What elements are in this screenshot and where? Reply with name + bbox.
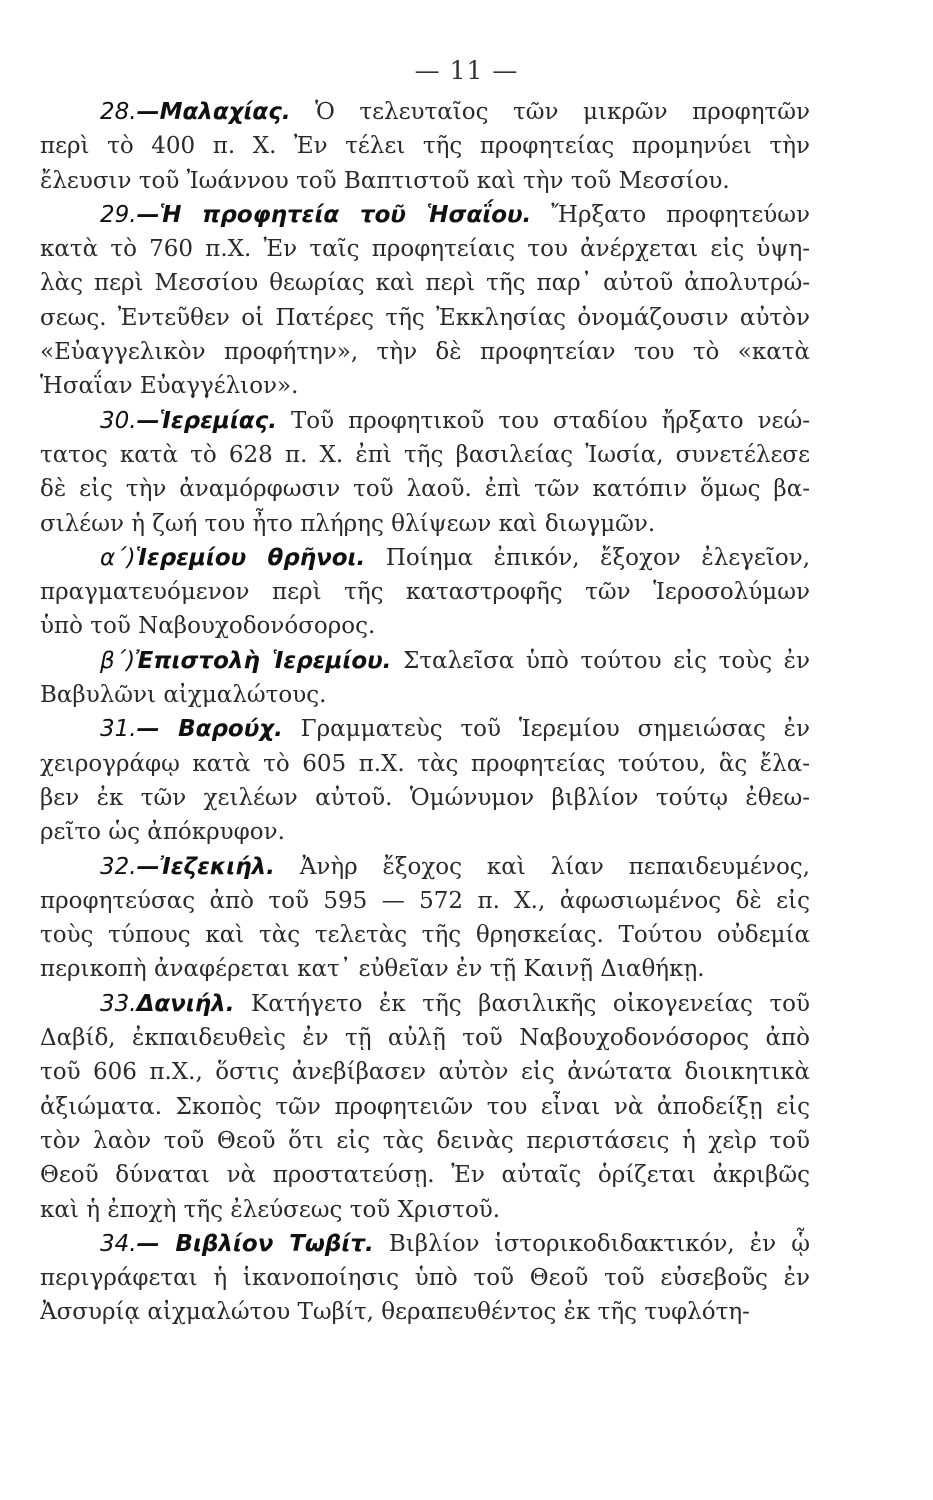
text-line xyxy=(40,747,810,781)
line-text: Ποίημα ἐπικόν, ἔξοχον ἐλεγεῖον, xyxy=(385,544,810,571)
line-text: ἔλευσιν τοῦ Ἰωάννου τοῦ Βαπτιστοῦ καὶ τὴν τοῦ Μεσσίου. xyxy=(40,167,730,194)
section-title: —Ἱερεμίας. xyxy=(136,407,277,434)
line-text: προφητεύσας ἀπὸ τοῦ 595 — 572 π. Χ., ἀφωσιωμένος δὲ εἰς xyxy=(40,887,810,914)
text-line xyxy=(40,232,810,266)
text-line xyxy=(40,884,810,918)
line-text: δὲ εἰς τὴν ἀναμόρφωσιν τοῦ λαοῦ. ἐπὶ τῶν κατόπιν ὅμως βα- xyxy=(40,476,810,503)
line-text: τοὺς τύπους καὶ τὰς τελετὰς τῆς θρησκείας. Τούτου οὐδεμία xyxy=(40,922,810,949)
line-text: Ὁ τελευταῖος τῶν μικρῶν προφητῶν xyxy=(315,99,810,125)
line-text: Βαβυλῶνι αἰχμαλώτους. xyxy=(40,682,327,709)
line-text: Σταλεῖσα ὑπὸ τούτου εἰς τοὺς ἐν xyxy=(403,647,810,674)
text-line xyxy=(40,952,810,986)
section-title: Ἐπιστολὴ Ἱερεμίου. xyxy=(135,647,392,674)
text-line xyxy=(40,815,810,849)
line-text: σεως. Ἐντεῦθεν οἱ Πατέρες τῆς Ἐκκλησίας ὀνομάζουσιν αὐτὸν xyxy=(40,304,810,331)
line-text: ρεῖτο ὡς ἀπόκρυφον. xyxy=(40,819,285,846)
text-line xyxy=(40,507,810,541)
text-line xyxy=(40,1193,810,1227)
line-text: Βιβλίον ἱστορικοδιδακτικόν, ἐν ᾧ xyxy=(388,1230,810,1257)
line-text: «Εὐαγγελικὸν προφήτην», τὴν δὲ προφητείαν του τὸ «κατὰ xyxy=(40,339,810,366)
line-text: ὑπὸ τοῦ Ναβουχοδονόσορος. xyxy=(40,613,376,640)
line-text: σιλέων ἡ ζωή του ἦτο πλήρης θλίψεων καὶ διωγμῶν. xyxy=(40,510,656,537)
line-text: χειρογράφῳ κατὰ τὸ 605 π.Χ. τὰς προφητείας τούτου, ἃς ἔλα- xyxy=(40,750,810,777)
section-heading-line xyxy=(40,644,810,678)
section-heading-line xyxy=(40,95,810,129)
text-line xyxy=(40,781,810,815)
line-text: Ἤρξατο προφητεύων xyxy=(551,201,810,228)
section-title: Ἱερεμίου θρῆνοι. xyxy=(135,544,366,571)
text-line xyxy=(40,1055,810,1089)
text-line xyxy=(40,918,810,952)
body-text xyxy=(40,95,810,1330)
text-line xyxy=(40,1021,810,1055)
text-line xyxy=(40,1261,810,1295)
section-title: —Μαλαχίας. xyxy=(136,99,291,125)
line-text: βεν ἐκ τῶν χειλέων αὐτοῦ. Ὁμώνυμον βιβλίον τούτῳ ἐθεω- xyxy=(40,784,810,811)
line-text: Γραμματεὺς τοῦ Ἱερεμίου σημειώσας ἐν xyxy=(300,716,810,743)
text-line xyxy=(40,1124,810,1158)
text-line xyxy=(40,1295,810,1329)
text-line xyxy=(40,129,810,163)
section-heading-line xyxy=(40,198,810,232)
text-line xyxy=(40,369,810,403)
section-heading-line xyxy=(40,987,810,1021)
line-text: ἀξιώματα. Σκοπὸς τῶν προφητειῶν του εἶναι νὰ ἀποδείξῃ εἰς xyxy=(40,1093,810,1120)
section-number: β΄) xyxy=(100,647,136,674)
section-number: 28. xyxy=(100,99,137,125)
section-title: — Βαρούχ. xyxy=(136,716,283,743)
line-text: τατος κατὰ τὸ 628 π. Χ. ἐπὶ τῆς βασιλείας Ἰωσία, συνετέλεσε xyxy=(40,441,810,468)
section-title: Δανιήλ. xyxy=(136,990,235,1017)
line-text: περικοπὴ ἀναφέρεται κατ᾽ εὐθεῖαν ἐν τῇ Καινῇ Διαθήκῃ. xyxy=(40,956,705,983)
line-text: πραγματευόμενον περὶ τῆς καταστροφῆς τῶν Ἱεροσολύμων xyxy=(40,579,810,606)
line-text: τὸν λαὸν τοῦ Θεοῦ ὅτι εἰς τὰς δεινὰς περιστάσεις ἡ χεὶρ τοῦ xyxy=(40,1127,810,1154)
section-heading-line xyxy=(40,850,810,884)
text-line xyxy=(40,575,810,609)
text-line xyxy=(40,472,810,506)
line-text: περιγράφεται ἡ ἱκανοποίησις ὑπὸ τοῦ Θεοῦ τοῦ εὐσεβοῦς ἐν xyxy=(40,1265,810,1292)
text-line xyxy=(40,438,810,472)
line-text: Τοῦ προφητικοῦ του σταδίου ἤρξατο νεώ- xyxy=(290,407,810,434)
line-text: καὶ ἡ ἐποχὴ τῆς ἐλεύσεως τοῦ Χριστοῦ. xyxy=(40,1196,501,1223)
section-heading-line xyxy=(40,1227,810,1261)
line-text: περὶ τὸ 400 π. Χ. Ἐν τέλει τῆς προφητείας προμηνύει τὴν xyxy=(40,133,810,160)
text-line xyxy=(40,1158,810,1192)
section-title: —Ἡ προφητεία τοῦ Ἡσαΐου. xyxy=(136,201,532,228)
line-text: Θεοῦ δύναται νὰ προστατεύσῃ. Ἐν αὐταῖς ὁρίζεται ἀκριβῶς xyxy=(40,1162,810,1189)
section-number: α΄) xyxy=(100,544,136,571)
line-text: Δαβίδ, ἐκπαιδευθεὶς ἐν τῇ αὐλῇ τοῦ Ναβουχοδονόσορος ἀπὸ xyxy=(40,1025,810,1052)
text-line xyxy=(40,335,810,369)
text-line xyxy=(40,609,810,643)
line-text: Ἡσαΐαν Εὐαγγέλιον». xyxy=(40,373,299,400)
line-text: λὰς περὶ Μεσσίου θεωρίας καὶ περὶ τῆς παρ᾽ αὐτοῦ ἀπολυτρώ- xyxy=(40,270,810,297)
line-text: Ἀσσυρίᾳ αἰχμαλώτου Τωβίτ, θεραπευθέντος ἐκ τῆς τυφλότη- xyxy=(40,1299,750,1326)
section-number: 30. xyxy=(100,407,137,434)
line-text: Κατήγετο ἐκ τῆς βασιλικῆς οἰκογενείας τοῦ xyxy=(251,990,810,1017)
text-line xyxy=(40,1090,810,1124)
line-text: τοῦ 606 π.Χ., ὅστις ἀνεβίβασεν αὐτὸν εἰς ἀνώτατα διοικητικὰ xyxy=(40,1059,810,1086)
section-heading-line xyxy=(40,541,810,575)
section-heading-line xyxy=(40,712,810,746)
section-number: 32. xyxy=(100,853,137,880)
text-line xyxy=(40,266,810,300)
section-number: 34. xyxy=(100,1230,137,1257)
section-number: 33. xyxy=(100,990,137,1017)
line-text: κατὰ τὸ 760 π.Χ. Ἐν ταῖς προφητείαις του ἀνέρχεται εἰς ὑψη- xyxy=(40,236,810,263)
section-number: 29. xyxy=(100,201,137,228)
section-number: 31. xyxy=(100,716,137,743)
text-line xyxy=(40,678,810,712)
page-number: — 11 — xyxy=(414,56,519,85)
text-line xyxy=(40,164,810,198)
section-title: —Ἰεζεκιήλ. xyxy=(136,853,275,880)
section-heading-line xyxy=(40,404,810,438)
section-title: — Βιβλίον Τωβίτ. xyxy=(136,1230,374,1257)
text-line xyxy=(40,301,810,335)
line-text: Ἀνὴρ ἔξοχος καὶ λίαν πεπαιδευμένος, xyxy=(299,853,810,880)
